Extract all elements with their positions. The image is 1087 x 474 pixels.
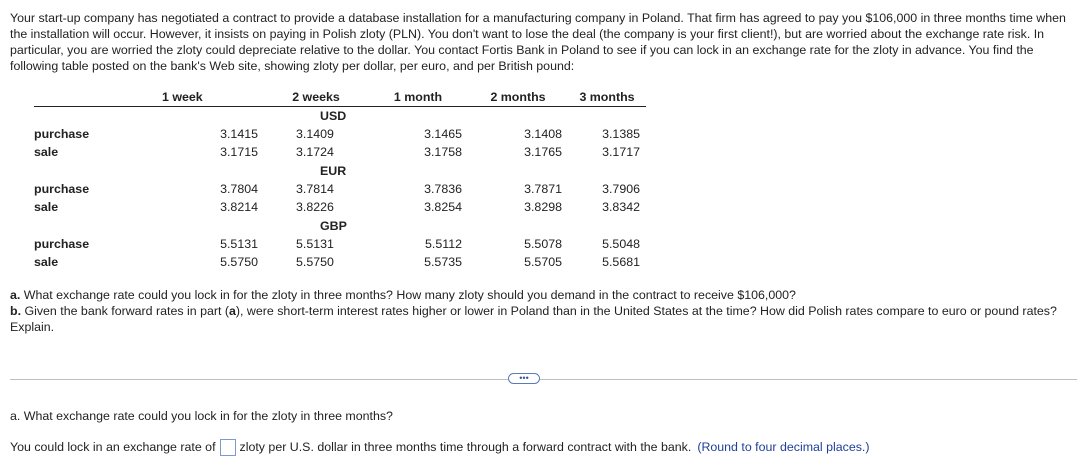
column-header-1-month: 1 month <box>368 88 468 107</box>
row-label: purchase <box>34 237 90 251</box>
question-a-label: a. <box>10 288 21 302</box>
table-row <box>34 125 646 143</box>
rate-cell: 5.5735 <box>424 255 462 269</box>
rate-cell: 5.5750 <box>220 255 258 269</box>
part-a-title: a. What exchange rate could you lock in for the zloty in three months? <box>10 409 393 423</box>
rate-cell: 3.8342 <box>602 200 640 214</box>
table-row <box>34 198 646 216</box>
row-label: sale <box>34 145 59 159</box>
currency-label-usd: USD <box>320 109 347 123</box>
table-row <box>34 143 646 161</box>
rate-cell: 3.1465 <box>424 127 462 141</box>
question-b-label: b. <box>10 304 22 318</box>
rate-cell: 3.1758 <box>424 145 462 159</box>
question-b-text-bold: a <box>229 304 236 318</box>
currency-section-usd <box>34 107 646 126</box>
exchange-rate-input[interactable] <box>220 439 236 456</box>
rate-cell: 3.8214 <box>220 200 258 214</box>
rate-cell: 5.5131 <box>296 237 334 251</box>
rate-cell: 5.5048 <box>602 237 640 251</box>
rounding-hint: (Round to four decimal places.) <box>697 440 870 454</box>
question-b <box>10 303 1080 335</box>
more-dots-icon: ••• <box>519 373 529 383</box>
currency-label-eur: EUR <box>320 163 347 178</box>
rate-cell: 3.1717 <box>602 145 640 159</box>
table-header-row <box>34 88 646 107</box>
rate-cell: 3.1415 <box>220 127 258 141</box>
currency-section-eur <box>34 161 646 180</box>
rate-cell: 5.5705 <box>524 255 562 269</box>
rate-cell: 3.1715 <box>220 145 258 159</box>
question-a <box>10 287 1080 303</box>
rate-cell: 3.8298 <box>524 200 562 214</box>
column-header-1-week: 1 week <box>158 88 264 107</box>
rate-cell: 3.7804 <box>220 182 258 196</box>
question-a-text: What exchange rate could you lock in for the zloty in three months? How many zloty should you demand in the contract to receive $106,000? <box>20 288 796 302</box>
rate-cell: 3.1409 <box>296 127 334 141</box>
currency-section-gbp <box>34 216 646 235</box>
column-header-2-weeks: 2 weeks <box>264 88 368 107</box>
row-label: purchase <box>34 182 90 196</box>
answer-line <box>10 437 870 457</box>
answer-prefix: You could lock in an exchange rate of <box>10 440 216 454</box>
rate-cell: 3.7871 <box>524 182 562 196</box>
row-label: sale <box>34 200 59 214</box>
table-row <box>34 253 646 271</box>
table-row <box>34 235 646 253</box>
table-header-blank <box>34 88 158 107</box>
rate-cell: 3.8226 <box>296 200 334 214</box>
rate-cell: 3.1385 <box>602 127 640 141</box>
question-b-text-1: Given the bank forward rates in part ( <box>21 304 230 318</box>
rate-cell: 5.5131 <box>220 237 258 251</box>
rate-cell: 5.5112 <box>425 237 462 251</box>
exchange-rate-table <box>34 88 646 271</box>
more-button[interactable] <box>508 373 540 384</box>
question-b-text-2: ), were short-term interest rates higher or lower in Poland than in the United States at the time? How did Polish rates compare to euro or pound rates? Explain. <box>10 304 1057 334</box>
column-header-2-months: 2 months <box>468 88 568 107</box>
rate-cell: 3.8254 <box>424 200 462 214</box>
answer-suffix: zloty per U.S. dollar in three months time through a forward contract with the bank. <box>239 440 692 454</box>
rate-cell: 3.7836 <box>424 182 462 196</box>
rate-cell: 5.5078 <box>524 237 562 251</box>
row-label: purchase <box>34 127 90 141</box>
rate-cell: 3.1765 <box>524 145 562 159</box>
rate-cell: 3.1724 <box>296 145 334 159</box>
table-row <box>34 180 646 198</box>
section-divider <box>10 379 1077 380</box>
rate-cell: 3.7906 <box>602 182 640 196</box>
rate-cell: 5.5681 <box>602 255 640 269</box>
row-label: sale <box>34 255 59 269</box>
rate-cell: 5.5750 <box>296 255 334 269</box>
questions-block <box>10 287 1080 335</box>
rate-cell: 3.7814 <box>296 182 334 196</box>
column-header-3-months: 3 months <box>568 88 646 107</box>
currency-label-gbp: GBP <box>320 218 347 233</box>
problem-intro: Your start-up company has negotiated a contract to provide a database installation for a manufacturing company in Poland. That firm has agreed to pay you $106,000 in three months time when the installation will occur. However, it insists on paying in Polish zloty (PLN). You don't want to lose the deal (the company is your first client!), but are worried about the exchange rate risk. In particular, you are worried the zloty could depreciate relative to the dollar. You contact Fortis Bank in Poland to see if you can lock in an exchange rate for the zloty in advance. You find the following table posted on the bank's Web site, showing zloty per dollar, per euro, and per British pound: <box>10 11 1066 73</box>
rate-cell: 3.1408 <box>524 127 562 141</box>
